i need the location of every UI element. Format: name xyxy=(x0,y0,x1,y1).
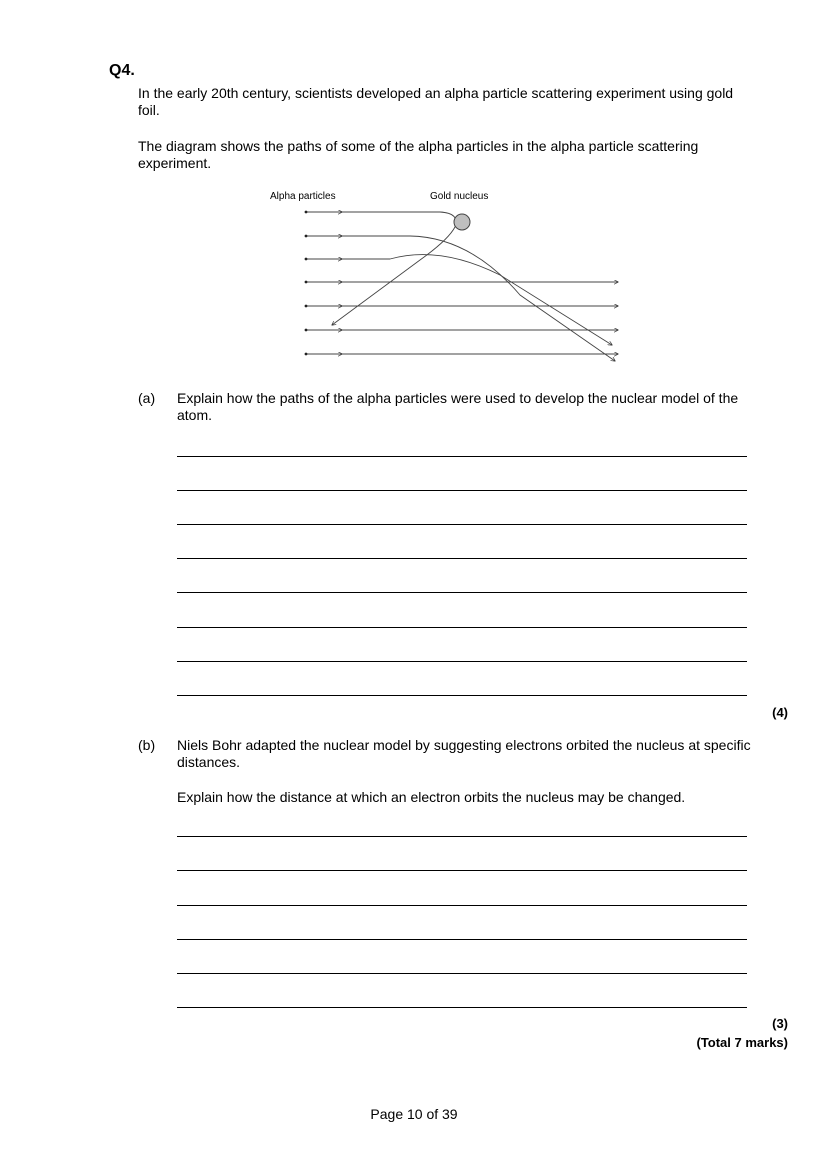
answer-line[interactable] xyxy=(177,661,747,662)
gold-nucleus-label: Gold nucleus xyxy=(430,191,489,202)
deflected-path-2 xyxy=(342,255,612,345)
answer-line[interactable] xyxy=(177,558,747,559)
page-footer: Page 10 of 39 xyxy=(370,1106,458,1122)
answer-line[interactable] xyxy=(177,524,747,525)
alpha-scattering-diagram xyxy=(260,185,630,370)
answer-line[interactable] xyxy=(177,905,747,906)
total-marks: (Total 7 marks) xyxy=(696,1035,788,1050)
part-b-marks: (3) xyxy=(772,1016,788,1031)
alpha-particles-label: Alpha particles xyxy=(270,191,336,202)
question-number: Q4. xyxy=(109,62,135,79)
answer-line[interactable] xyxy=(177,1007,747,1008)
part-a-question: Explain how the paths of the alpha particles were used to develop the nuclear model of the atom. xyxy=(177,390,739,423)
answer-line[interactable] xyxy=(177,592,747,593)
answer-line[interactable] xyxy=(177,870,747,871)
answer-line[interactable] xyxy=(177,456,747,457)
intro-paragraph-1: In the early 20th century, scientists developed an alpha particle scattering experiment using gold foil. xyxy=(138,85,734,118)
incoming-particle-arrows xyxy=(306,212,342,354)
part-a-marks: (4) xyxy=(772,705,788,720)
part-b-label: (b) xyxy=(138,737,156,753)
particle-start-dots xyxy=(305,211,308,356)
answer-line[interactable] xyxy=(177,490,747,491)
deflected-path-1 xyxy=(342,236,615,361)
part-a-label: (a) xyxy=(138,390,156,406)
answer-line[interactable] xyxy=(177,627,747,628)
gold-nucleus xyxy=(454,214,470,230)
answer-line[interactable] xyxy=(177,695,747,696)
answer-line[interactable] xyxy=(177,973,747,974)
intro-paragraph-2: The diagram shows the paths of some of the alpha particles in the alpha particle scattering experiment. xyxy=(138,138,699,171)
part-b-question: Niels Bohr adapted the nuclear model by suggesting electrons orbited the nucleus at specific distances. xyxy=(177,737,751,770)
answer-line[interactable] xyxy=(177,836,747,837)
part-b-question-2: Explain how the distance at which an electron orbits the nucleus may be changed. xyxy=(177,789,686,805)
answer-line[interactable] xyxy=(177,939,747,940)
reflected-path xyxy=(332,212,456,325)
